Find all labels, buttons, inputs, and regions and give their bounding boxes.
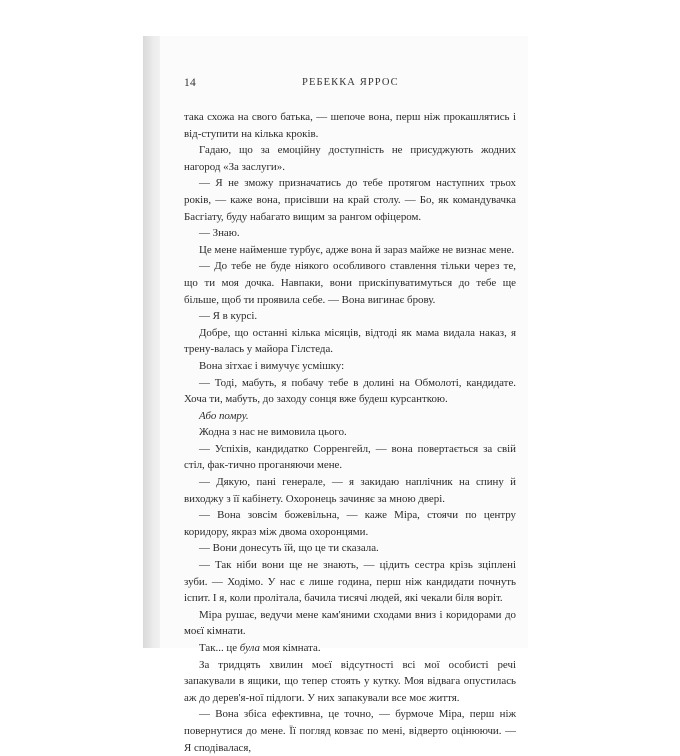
- body-text: [184, 109, 516, 756]
- paragraph: — Вони донесуть їй, що це ти сказала.: [199, 542, 379, 555]
- text-run: Так... це: [199, 642, 240, 654]
- paragraph: така схожа на свого батька, — шепоче вона, перш ніж прокашлятись і від-ступити на кілька кроків.: [184, 111, 516, 140]
- paragraph: — Тоді, мабуть, я побачу тебе в долині на Обмолоті, кандидате. Хоча ти, мабуть, до заходу сонця вже будеш курсанткою.: [184, 376, 516, 406]
- paragraph: — Вона зовсім божевільна, — каже Міра, стоячи по центру коридору, якраз між двома охоронцями.: [184, 509, 516, 538]
- paragraph: За тридцять хвилин моєї відсутності всі мої особисті речі запакували в ящики, що тепер стоять у кутку. Моя відвага опустилась аж до дерев'я-ної підлоги. У них запакували все моє життя.: [184, 658, 516, 704]
- paragraph: Добре, що останні кілька місяців, відтоді як мама видала наказ, я трену-валась у майора Гілстеда.: [184, 326, 516, 356]
- paragraph: — Я в курсі.: [199, 310, 258, 323]
- paragraph: — Так ніби вони ще не знають, — цідить сестра крізь зціплені зуби. — Ходімо. У нас є лише година, перш ніж кандидати почнуть іспит. І я, коли пролітала, бачила тисячі людей, які чекали біля воріт.: [184, 559, 516, 605]
- book-page: [160, 36, 528, 754]
- paragraph: — До тебе не буде ніякого особливого ставлення тільки через те, що ти моя дочка. Навпаки, вони прискіпуватимуться до тебе ще більше, щоб ти проявила себе. — Вона вигинає брову.: [184, 260, 516, 306]
- page-number: 14: [184, 77, 197, 89]
- text-run: моя кімната.: [259, 642, 321, 654]
- paragraph: Гадаю, що за емоційну доступність не присуджують жодних нагород «За заслуги».: [184, 144, 516, 173]
- emphasis: була: [239, 642, 260, 654]
- paragraph: Міра рушає, ведучи мене кам'яними сходами вниз і коридорами до моєї кімнати.: [184, 608, 516, 638]
- paragraph: — Вона збіса ефективна, це точно, — бурмоче Міра, перш ніж повернутися до мене. Її погляд ковзає по мені, відверто оцінюючи. — Я сподівалася,: [184, 708, 516, 754]
- paragraph: — Я не зможу призначатись до тебе протягом наступних трьох років, — каже вона, присівши на край столу. — Бо, як командувачка Басгіату, буду набагато вищим за рангом офіцером.: [184, 177, 516, 223]
- paragraph-italic: [184, 408, 516, 425]
- paragraph: — Знаю.: [199, 227, 240, 240]
- paragraph: Це мене найменше турбує, адже вона й зараз майже не визнає мене.: [199, 243, 515, 256]
- paragraph: Жодна з нас не вимовила цього.: [199, 426, 347, 439]
- italic-thought: Або помру.: [199, 409, 249, 422]
- paragraph: [184, 640, 516, 657]
- running-head: РЕБЕККА ЯРРОС: [302, 77, 399, 88]
- page-header: [184, 77, 514, 93]
- paragraph: — Успіхів, кандидатко Сорренгейл, — вона повертається за свій стіл, фак-тично проганяючи мене.: [184, 442, 516, 472]
- paragraph: — Дякую, пані генерале, — я закидаю наплічник на спину й виходжу з її кабінету. Охоронець зачиняє за мною двері.: [184, 476, 516, 505]
- paragraph: Вона зітхає і вимучує усмішку:: [199, 359, 345, 372]
